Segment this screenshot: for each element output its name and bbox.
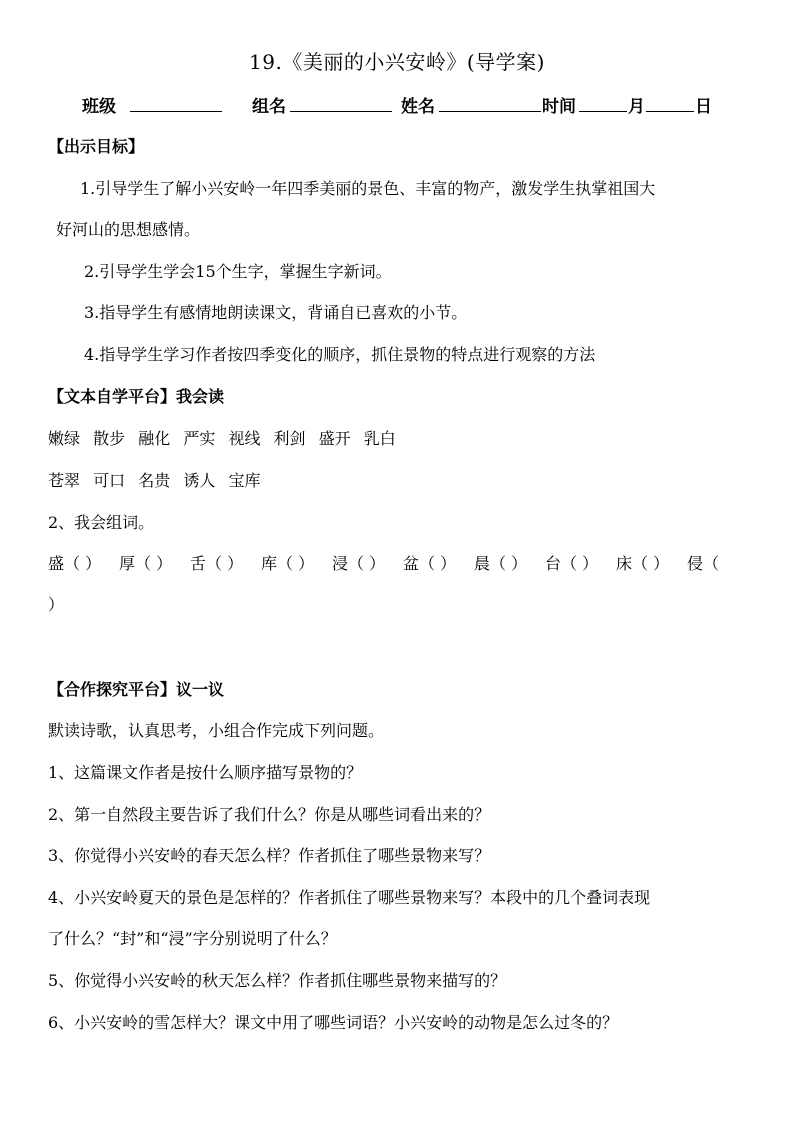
- vocab-word: 苍翠: [48, 471, 81, 490]
- group-blank[interactable]: [290, 92, 392, 112]
- compose-row-2: ）: [48, 595, 65, 614]
- vocab-word: 乳白: [363, 429, 396, 448]
- compose-item[interactable]: 台（ ）: [545, 554, 599, 573]
- goal-item: 1.引导学生了解小兴安岭一年四季美丽的景色、丰富的物产，激发学生执掌祖国大: [80, 179, 656, 198]
- vocab-word: 宝库: [228, 471, 261, 490]
- vocab-word: 散步: [93, 429, 126, 448]
- question-item: 1、这篇课文作者是按什么顺序描写景物的？: [48, 763, 363, 782]
- goal-item: 好河山的思想感情。: [56, 220, 201, 239]
- compose-item[interactable]: 库（ ）: [261, 554, 315, 573]
- compose-item[interactable]: 盆（ ）: [403, 554, 457, 573]
- compose-item[interactable]: 浸（ ）: [332, 554, 386, 573]
- class-label: 班级: [82, 97, 116, 117]
- month-label: 月: [628, 97, 645, 117]
- name-label: 姓名: [401, 97, 435, 117]
- compose-item[interactable]: 舌（ ）: [190, 554, 244, 573]
- name-blank[interactable]: [439, 92, 541, 112]
- compose-row-1: [48, 551, 727, 574]
- month-blank[interactable]: [579, 92, 627, 112]
- group-label: 组名: [252, 97, 286, 117]
- goals-heading: 【出示目标】: [48, 137, 145, 156]
- question-item: 4、小兴安岭夏天的景色是怎样的？作者抓住了哪些景物来写？本段中的几个叠词表现: [48, 888, 651, 907]
- selfstudy-heading: 【文本自学平台】我会读: [48, 387, 225, 406]
- question-item: 了什么？“封”和“浸”字分别说明了什么？: [48, 929, 337, 948]
- compose-item[interactable]: 侵（: [687, 554, 720, 573]
- vocab-word: 名贵: [138, 471, 171, 490]
- day-blank[interactable]: [646, 92, 694, 112]
- compose-item[interactable]: 盛（ ）: [48, 554, 102, 573]
- vocab-row-1: [48, 426, 404, 449]
- question-item: 5、你觉得小兴安岭的秋天怎么样？作者抓住哪些景物来描写的？: [48, 971, 507, 990]
- goal-item: 4.指导学生学习作者按四季变化的顺序，抓住景物的特点进行观察的方法: [84, 345, 596, 364]
- vocab-word: 嫩绿: [48, 429, 81, 448]
- vocab-word: 利剑: [273, 429, 306, 448]
- vocab-row-2: [48, 468, 268, 491]
- compose-item[interactable]: 床（ ）: [616, 554, 670, 573]
- goal-item: 3.指导学生有感情地朗读课文，背诵自已喜欢的小节。: [84, 303, 468, 322]
- time-label: 时间: [542, 97, 576, 117]
- compose-title: 2、我会组词。: [48, 513, 155, 532]
- question-item: 6、小兴安岭的雪怎样大？课文中用了哪些词语？小兴安岭的动物是怎么过冬的？: [48, 1013, 619, 1032]
- question-item: 3、你觉得小兴安岭的春天怎么样？作者抓住了哪些景物来写？: [48, 846, 491, 865]
- compose-item[interactable]: 厚（ ）: [119, 554, 173, 573]
- page-title: 19.《美丽的小兴安岭》(导学案): [249, 50, 545, 74]
- vocab-word: 诱人: [183, 471, 216, 490]
- class-blank[interactable]: [130, 92, 222, 112]
- day-label: 日: [695, 97, 712, 117]
- vocab-word: 可口: [93, 471, 126, 490]
- compose-item[interactable]: 晨（ ）: [474, 554, 528, 573]
- vocab-word: 融化: [138, 429, 171, 448]
- vocab-word: 严实: [183, 429, 216, 448]
- vocab-word: 盛开: [318, 429, 351, 448]
- student-info-row: [82, 92, 762, 118]
- coop-intro: 默读诗歌，认真思考，小组合作完成下列问题。: [48, 721, 385, 740]
- question-item: 2、第一自然段主要告诉了我们什么？你是从哪些词看出来的？: [48, 805, 491, 824]
- coop-heading: 【合作探究平台】议一议: [48, 680, 225, 699]
- vocab-word: 视线: [228, 429, 261, 448]
- goal-item: 2.引导学生学会15个生字，掌握生字新词。: [84, 262, 392, 281]
